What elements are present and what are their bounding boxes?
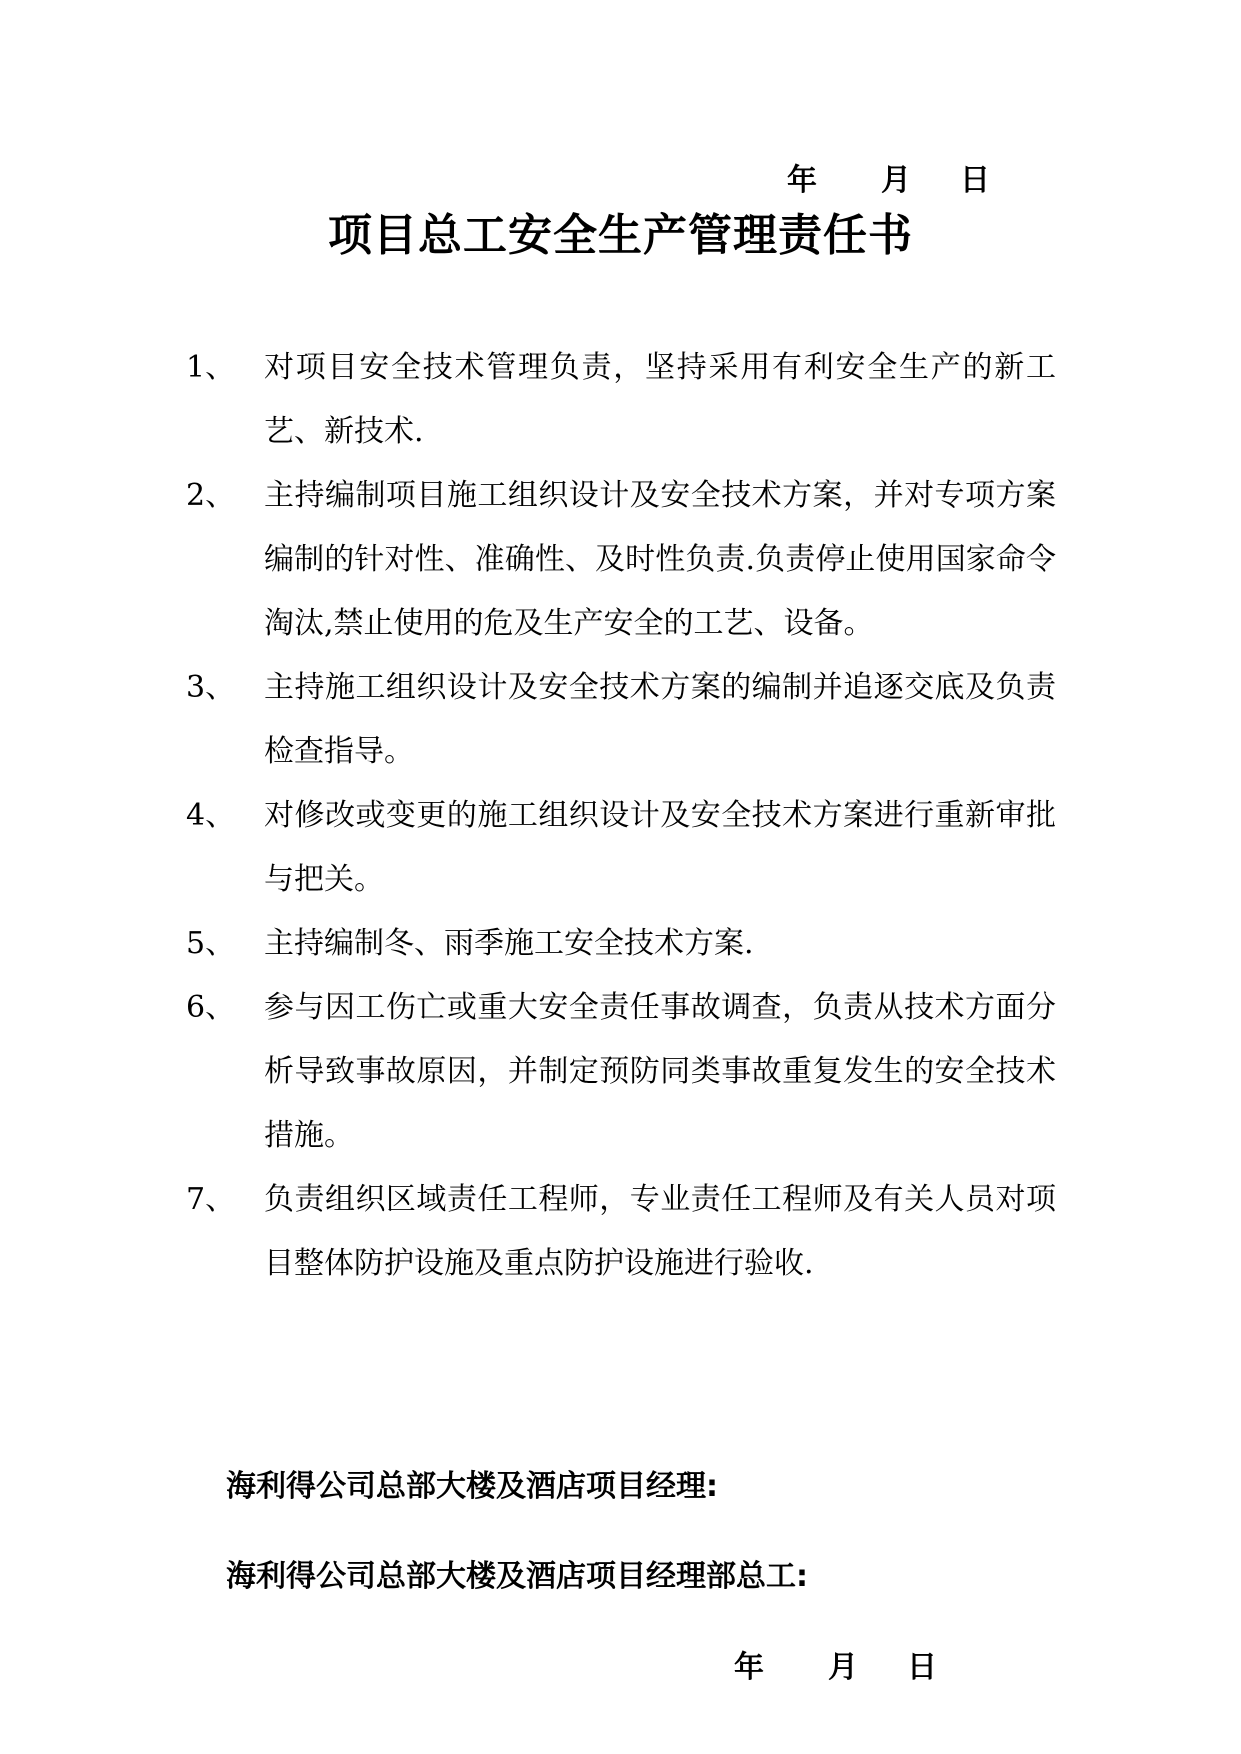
clause-text: 主持编制项目施工组织设计及安全技术方案，并对专项方案编制的针对性、准确性、及时性负责.负责停止使用国家命令淘汰,禁止使用的危及生产安全的工艺、设备。 (264, 478, 1056, 641)
document-title: 项目总工安全生产管理责任书 (328, 210, 913, 261)
bottom-date-line (734, 1648, 937, 1688)
clause-text: 对修改或变更的施工组织设计及安全技术方案进行重新审批与把关。 (264, 798, 1056, 897)
clause-text: 负责组织区域责任工程师，专业责任工程师及有关人员对项目整体防护设施及重点防护设施进行验收. (264, 1182, 1056, 1281)
clause-number: 1、 (186, 350, 236, 385)
top-date-year: 年 (787, 163, 817, 198)
clause-text: 对项目安全技术管理负责，坚持采用有利安全生产的新工艺、新技术. (264, 350, 1056, 449)
clause-text: 主持施工组织设计及安全技术方案的编制并追逐交底及负责检查指导。 (264, 670, 1056, 769)
top-date-line (787, 161, 990, 201)
clause-number: 3、 (186, 670, 236, 705)
clause-item-6 (186, 976, 1066, 1168)
clause-item-4 (186, 784, 1066, 912)
top-date-month: 月 (881, 163, 911, 198)
clause-item-3 (186, 656, 1066, 784)
clause-list (186, 336, 1066, 1296)
clause-item-5 (186, 912, 1066, 976)
chief-engineer-signature-line: 海利得公司总部大楼及酒店项目经理部总工: (226, 1559, 808, 1594)
clause-number: 7、 (186, 1182, 236, 1217)
clause-item-1 (186, 336, 1066, 464)
clause-item-7 (186, 1168, 1066, 1296)
clause-number: 6、 (186, 990, 236, 1025)
bottom-date-year: 年 (734, 1650, 764, 1685)
bottom-date-day: 日 (907, 1650, 937, 1685)
clause-number: 4、 (186, 798, 236, 833)
clause-text: 主持编制冬、雨季施工安全技术方案. (264, 926, 754, 961)
bottom-date-month: 月 (828, 1650, 858, 1685)
clause-text: 参与因工伤亡或重大安全责任事故调查，负责从技术方面分析导致事故原因，并制定预防同类事故重复发生的安全技术措施。 (264, 990, 1056, 1153)
top-date-day: 日 (960, 163, 990, 198)
project-manager-signature-line: 海利得公司总部大楼及酒店项目经理: (226, 1469, 718, 1504)
clause-number: 2、 (186, 478, 236, 513)
clause-item-2 (186, 464, 1066, 656)
clause-number: 5、 (186, 926, 236, 961)
